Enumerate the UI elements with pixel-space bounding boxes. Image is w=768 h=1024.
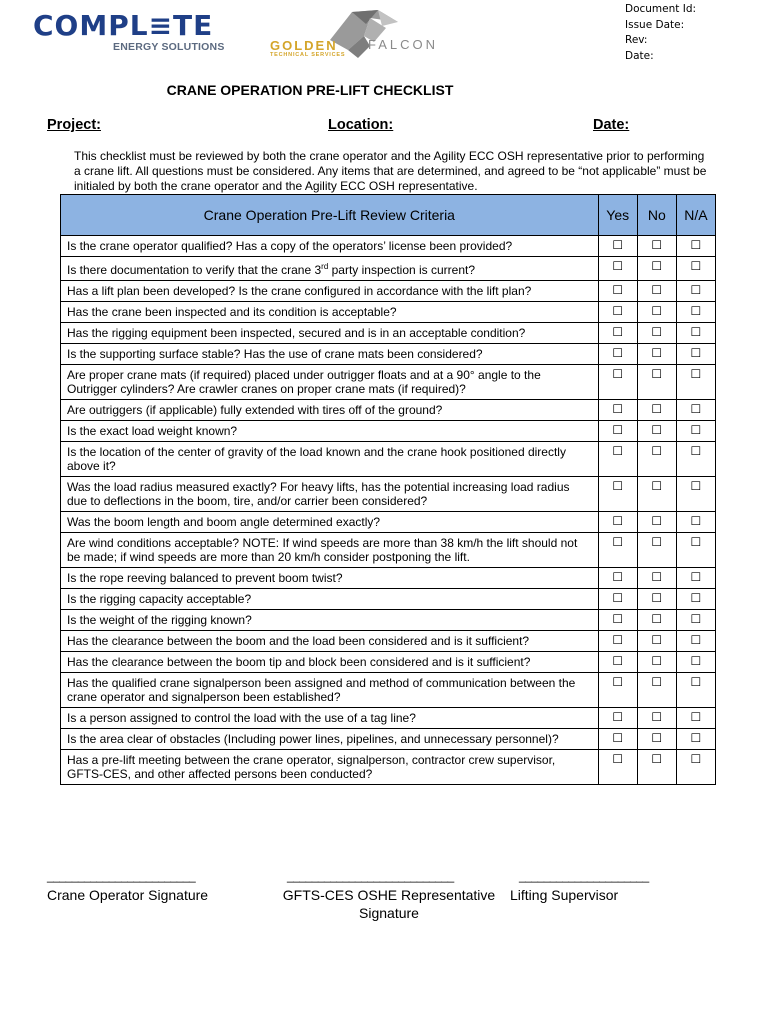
complete-logo-subtitle: ENERGY SOLUTIONS [113,41,225,53]
na-checkbox[interactable]: ☐ [676,533,715,568]
na-checkbox[interactable]: ☐ [676,302,715,323]
no-checkbox[interactable]: ☐ [637,589,676,610]
logo-falcon-text: FALCON [368,37,439,52]
na-header: N/A [676,195,715,236]
na-checkbox[interactable]: ☐ [676,281,715,302]
table-row [61,652,716,673]
question-cell: Was the load radius measured exactly? For heavy lifts, has the potential increasing load radius due to deflections in the boom, tire, and/or carrier been considered? [61,477,599,512]
pre-lift-checklist-table [60,194,716,785]
table-row [61,421,716,442]
no-checkbox[interactable]: ☐ [637,533,676,568]
criteria-header: Crane Operation Pre-Lift Review Criteria [61,195,599,236]
table-row [61,477,716,512]
no-checkbox[interactable]: ☐ [637,673,676,708]
checklist-body [61,236,716,785]
no-checkbox[interactable]: ☐ [637,652,676,673]
table-row [61,400,716,421]
table-row [61,631,716,652]
document-id-label: Document Id: [625,3,697,15]
table-row [61,533,716,568]
no-checkbox[interactable]: ☐ [637,610,676,631]
question-cell: Is there documentation to verify that the crane 3rd party inspection is current? [61,257,599,281]
na-checkbox[interactable]: ☐ [676,568,715,589]
table-row [61,365,716,400]
document-metadata [625,2,696,64]
no-checkbox[interactable]: ☐ [637,568,676,589]
no-checkbox[interactable]: ☐ [637,512,676,533]
no-checkbox[interactable]: ☐ [637,631,676,652]
na-checkbox[interactable]: ☐ [676,750,715,785]
na-checkbox[interactable]: ☐ [676,631,715,652]
question-cell: Are wind conditions acceptable? NOTE: If wind speeds are more than 38 km/h the lift should not be made; if wind speeds are more than 20 km/h consider postponing the lift. [61,533,599,568]
question-cell: Has a pre-lift meeting between the crane operator, signalperson, contractor crew supervisor, GFTS-CES, and other affected persons been conducted? [61,750,599,785]
yes-checkbox[interactable]: ☐ [598,236,637,257]
yes-checkbox[interactable]: ☐ [598,589,637,610]
table-row [61,729,716,750]
document-title: CRANE OPERATION PRE-LIFT CHECKLIST [166,82,454,98]
yes-checkbox[interactable]: ☐ [598,610,637,631]
table-row [61,708,716,729]
question-cell: Is the crane operator qualified? Has a copy of the operators’ license been provided? [61,236,599,257]
yes-checkbox[interactable]: ☐ [598,652,637,673]
complete-logo-word: COMPL≡TE [33,9,214,42]
na-checkbox[interactable]: ☐ [676,512,715,533]
na-checkbox[interactable]: ☐ [676,610,715,631]
no-checkbox[interactable]: ☐ [637,421,676,442]
table-row [61,568,716,589]
na-checkbox[interactable]: ☐ [676,323,715,344]
na-checkbox[interactable]: ☐ [676,236,715,257]
na-checkbox[interactable]: ☐ [676,729,715,750]
question-cell: Are outriggers (if applicable) fully extended with tires off of the ground? [61,400,599,421]
no-checkbox[interactable]: ☐ [637,257,676,281]
crane-operator-signature-label: Crane Operator Signature [47,887,209,903]
yes-checkbox[interactable]: ☐ [598,729,637,750]
yes-checkbox[interactable]: ☐ [598,673,637,708]
issue-date-label: Issue Date: [625,18,685,31]
golden-falcon-logo [266,6,466,64]
no-checkbox[interactable]: ☐ [637,236,676,257]
complete-energy-logo [33,9,225,53]
question-cell: Is the weight of the rigging known? [61,610,599,631]
yes-checkbox[interactable]: ☐ [598,421,637,442]
no-checkbox[interactable]: ☐ [637,400,676,421]
na-checkbox[interactable]: ☐ [676,589,715,610]
table-row [61,750,716,785]
question-cell: Is the area clear of obstacles (Including power lines, pipelines, and unnecessary personnel)? [61,729,599,750]
yes-header: Yes [598,195,637,236]
table-row [61,589,716,610]
yes-checkbox[interactable]: ☐ [598,344,637,365]
no-checkbox[interactable]: ☐ [637,750,676,785]
question-cell: Is the rigging capacity acceptable? [61,589,599,610]
yes-checkbox[interactable]: ☐ [598,323,637,344]
no-checkbox[interactable]: ☐ [637,323,676,344]
logo-golden-text: GOLDEN [270,38,338,53]
no-checkbox[interactable]: ☐ [637,708,676,729]
question-cell: Is the exact load weight known? [61,421,599,442]
yes-checkbox[interactable]: ☐ [598,257,637,281]
na-checkbox[interactable]: ☐ [676,708,715,729]
na-checkbox[interactable]: ☐ [676,344,715,365]
yes-checkbox[interactable]: ☐ [598,442,637,477]
no-checkbox[interactable]: ☐ [637,302,676,323]
table-row [61,344,716,365]
no-checkbox[interactable]: ☐ [637,344,676,365]
project-label-text: Project: [47,117,101,133]
question-cell: Has the rigging equipment been inspected, secured and is in an acceptable condition? [61,323,599,344]
yes-checkbox[interactable]: ☐ [598,281,637,302]
na-checkbox[interactable]: ☐ [676,652,715,673]
meta-date-label: Date: [625,49,654,62]
table-row [61,323,716,344]
yes-checkbox[interactable]: ☐ [598,365,637,400]
location-label-text: Location: [328,117,394,133]
na-checkbox[interactable]: ☐ [676,400,715,421]
supervisor-signature-line: _____________________ [519,869,649,883]
na-checkbox[interactable]: ☐ [676,477,715,512]
na-checkbox[interactable]: ☐ [676,365,715,400]
oshe-signature-line: ___________________________ [287,869,454,883]
yes-checkbox[interactable]: ☐ [598,631,637,652]
na-checkbox[interactable]: ☐ [676,442,715,477]
question-cell: Was the boom length and boom angle determined exactly? [61,512,599,533]
date-label-text: Date: [593,117,630,133]
date-label [593,117,629,133]
table-row [61,610,716,631]
question-cell: Is the location of the center of gravity of the load known and the crane hook positioned directly above it? [61,442,599,477]
no-checkbox[interactable]: ☐ [637,729,676,750]
revision-label: Rev: [625,34,648,46]
question-cell: Is the supporting surface stable? Has the use of crane mats been considered? [61,344,599,365]
table-row [61,673,716,708]
question-cell: Has the crane been inspected and its condition is acceptable? [61,302,599,323]
oshe-label-line1: GFTS-CES OSHE Representative [282,887,496,903]
oshe-representative-signature-label [271,886,507,922]
na-checkbox[interactable]: ☐ [676,673,715,708]
logo-technical-services-text: TECHNICAL SERVICES [270,52,346,58]
table-row [61,236,716,257]
na-checkbox[interactable]: ☐ [676,421,715,442]
yes-checkbox[interactable]: ☐ [598,302,637,323]
lifting-supervisor-signature-label: Lifting Supervisor [510,887,619,903]
yes-checkbox[interactable]: ☐ [598,533,637,568]
yes-checkbox[interactable]: ☐ [598,708,637,729]
yes-checkbox[interactable]: ☐ [598,568,637,589]
no-checkbox[interactable]: ☐ [637,477,676,512]
oshe-label-line2: Signature [359,905,419,921]
location-label [328,117,393,133]
no-checkbox[interactable]: ☐ [637,281,676,302]
yes-checkbox[interactable]: ☐ [598,750,637,785]
table-row [61,281,716,302]
question-cell: Is a person assigned to control the load with the use of a tag line? [61,708,599,729]
no-checkbox[interactable]: ☐ [637,442,676,477]
no-header: No [637,195,676,236]
question-cell: Is the rope reeving balanced to prevent boom twist? [61,568,599,589]
table-header-row [61,195,716,236]
no-checkbox[interactable]: ☐ [637,365,676,400]
yes-checkbox[interactable]: ☐ [598,477,637,512]
yes-checkbox[interactable]: ☐ [598,512,637,533]
project-label [47,117,101,133]
question-cell: Are proper crane mats (if required) placed under outrigger floats and at a 90° angle to the Outrigger cylinders? Are crawler cranes on proper crane mats (if required)? [61,365,599,400]
na-checkbox[interactable]: ☐ [676,257,715,281]
intro-paragraph: This checklist must be reviewed by both the crane operator and the Agility ECC OSH representative prior to performing a crane lift. All questions must be considered. Any items that are determined, and agreed to be “not applicable” must be initialed by both the crane operator and the Agility ECC OSH representative. [74,149,707,193]
table-row [61,442,716,477]
yes-checkbox[interactable]: ☐ [598,400,637,421]
table-row [61,257,716,281]
question-cell: Has a lift plan been developed? Is the crane configured in accordance with the lift plan? [61,281,599,302]
table-row [61,512,716,533]
operator-signature-line: ________________________ [47,869,196,883]
question-cell: Has the clearance between the boom and the load been considered and is it sufficient? [61,631,599,652]
table-row [61,302,716,323]
question-cell: Has the clearance between the boom tip and block been considered and is it sufficient? [61,652,599,673]
question-cell: Has the qualified crane signalperson been assigned and method of communication between the crane operator and signalperson been established? [61,673,599,708]
